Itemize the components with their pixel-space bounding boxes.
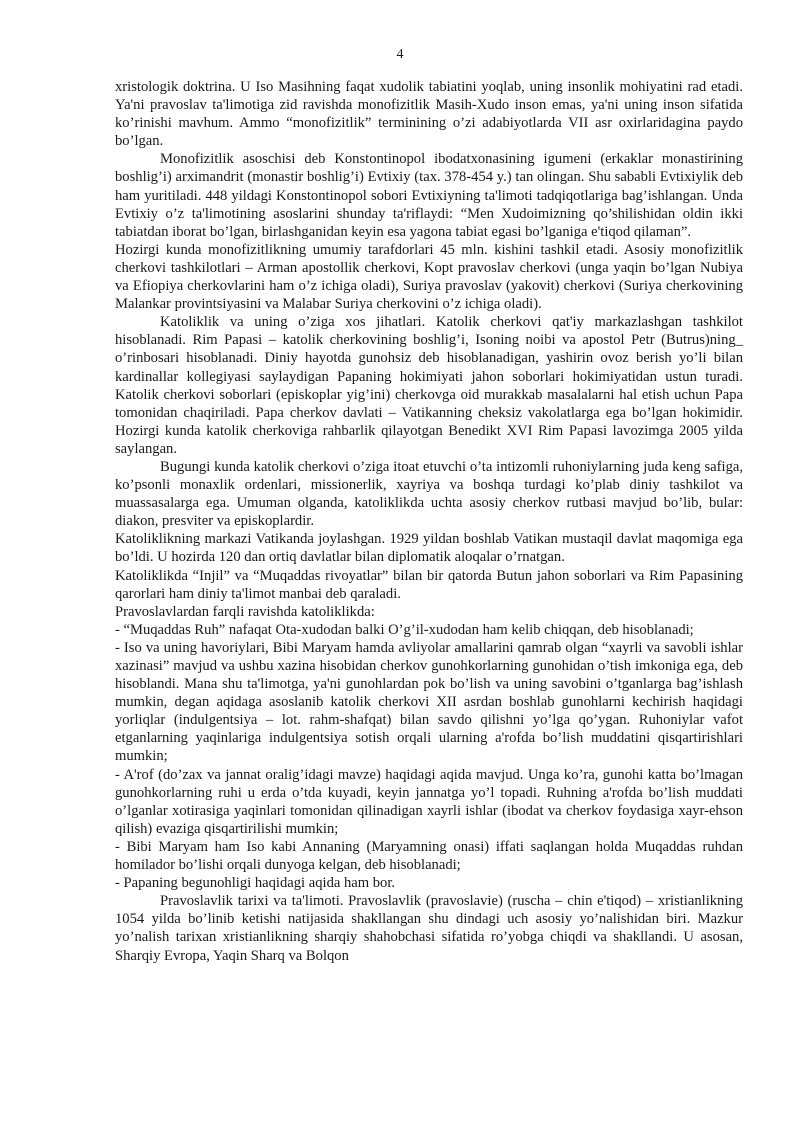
paragraph: Bugungi kunda katolik cherkovi o’ziga itoat etuvchi o’ta intizomli ruhoniylarning juda keng safiga, ko’psonli monaxlik ordenlari, missionerlik, xayriya va boshqa turdagi ko’plab diniy tashkilot va muassasalarga ega. Umuman olganda, katoliklikda uchta asosiy cherkov rutbasi mavjud bo’lib, bular: diakon, presviter va episkoplardir. [115,458,743,530]
document-body [115,78,743,965]
list-item: - A'rof (do’zax va jannat oralig’idagi mavze) haqidagi aqida mavjud. Unga ko’ra, gunohi katta bo’lmagan gunohkorlarning ruhi u erda o’tda kuyadi, keyin jannatga yo’l topadi. Ruhning a'rofda bo’lish muddati o’lganlar xotirasiga yaqinlari tomonidan qilinadigan xayrli ishlar (ibodat va cherkov foydasiga xayr-ehson qilish) evaziga qisqartirilishi mumkin; [115,766,743,837]
paragraph: Pravoslavlardan farqli ravishda katoliklikda: [115,603,375,620]
paragraph: Katoliklik va uning o’ziga xos jihatlari. Katolik cherkovi qat'iy markazlashgan tashkilot hisoblanadi. Rim Papasi – katolik cherkovining boshlig’i, Isoning noibi va apostol Petr (Butrus)ning_ o’rinbosari hisoblanadi. Diniy hayotda gunohsiz deb hisoblanadigan, yashirin ovoz berish yo’li bilan kardinallar kollegiyasi saylaydigan Papaning hokimiyati jahon soborlari hokimiyatidan ustun turadi. Katolik cherkovi soborlari (episkoplar yig’ini) cherkovga oid murakkab masalalarni hal etish uchun Papa tomonidan chaqiriladi. Papa cherkov davlati – Vatikanning cheksiz vakolatlarga ega bo’lgan hokimidir. Hozirgi kunda katolik cherkoviga rahbarlik qilayotgan Benedikt XVI Rim Papasi lavozimga 2005 yilda saylangan. [115,314,743,457]
list-item: - “Muqaddas Ruh” nafaqat Ota-xudodan balki O’g’il-xudodan ham kelib chiqqan, deb hisoblanadi; [115,621,694,638]
paragraph: Katoliklikda “Injil” va “Muqaddas rivoyatlar” bilan bir qatorda Butun jahon soborlari va Rim Papasining qarorlari ham diniy ta'limot manbai deb qaraladi. [115,567,743,602]
paragraph: Pravoslavlik tarixi va ta'limoti. Pravoslavlik (pravoslavie) (ruscha – chin e'tiqod) – xristianlikning 1054 yilda bo’linib ketishi natijasida shakllangan shu dindagi uch asosiy yo’nalishidan biri. Mazkur yo’nalish tarixan xristianlikning sharqiy shahobchasi sifatida ro’yobga chiqdi va shakllandi. U asosan, Sharqiy Evropa, Yaqin Sharq va Bolqon [115,893,743,964]
list-item: - Iso va uning havoriylari, Bibi Maryam hamda avliyolar amallarini qamrab olgan “xayrli va savobli ishlar xazinasi” mavjud va ushbu xazina hisobidan cherkov gunohkorlarning gunohidan o’tish imkoniga ega, deb hisoblandi. Mana shu ta'limotga, ya'ni gunohlardan pok bo’lish va uning savobini o’tganlarga bag’ishlash mumkin, degan aqidaga asoslanib katolik cherkovi XII asrdan boshlab gunohlarni kechirish haqidagi yorliqlar (indulgentsiya – lot. rahm-shafqat) bilan savdo qilishni yo’lga qo’ygan. Ruhoniylar vafot etganlarning yaqinlariga indulgentsiya sotish orqali ularning a'rofda bo’lish muddatini qisqartirishlari mumkin; [115,639,743,765]
list-item: - Bibi Maryam ham Iso kabi Annaning (Maryamning onasi) iffati saqlangan holda Muqaddas ruhdan homilador bo’lishi orqali dunyoga kelgan, deb hisoblanadi; [115,838,743,874]
paragraph: xristologik doktrina. U Iso Masihning faqat xudolik tabiatini yoqlab, uning insonlik mohiyatini rad etadi. Ya'ni pravoslav ta'limotiga zid ravishda monofizitlik Masih-Xudo inson emas, ya'ni uning inson sifatida ko’rinishi mavhum. Ammo “monofizitlik” terminining o’zi adabiyotlarda VII asr oxirlaridagina paydo bo’lgan. [115,79,743,150]
list-item: - Papaning begunohligi haqidagi aqida ham bor. [115,875,396,892]
page-number: 4 [396,47,404,62]
paragraph: Hozirgi kunda monofizitlikning umumiy tarafdorlari 45 mln. kishini tashkil etadi. Asosiy monofizitlik cherkovi tashkilotlari – Arman apostollik cherkovi, Kopt pravoslav cherkovi (unga yaqin bo’lgan Nubiya va Efiopiya cherkovlarini ham o’z ichiga oladi), Suriya pravoslav (yakovit) cherkovi (Suriya cherkovining Malankar provintsiyasini va Malabar Suriya cherkovini o’z ichiga oladi). [115,241,743,313]
paragraph: Monofizitlik asoschisi deb Konstontinopol ibodatxonasining igumeni (erkaklar monastirining boshlig’i) arximandrit (monastir boshlig’i) Evtixiy (tax. 378-454 y.) tan olingan. Shu sababli Evtixiylik deb ham yuritiladi. 448 yildagi Konstontinopol sobori Evtixiyning ta'limoti tadqiqotlariga bag’ishlangan. Unda Evtixiy o’z ta'limotining asoslarini shunday ta'riflaydi: “Men Xudoimizning qo’shilishidan oldin ikki tabiatdan iborat bo’lgan, birlashganidan keyin esa yagona tabiat egasi bo’lganiga e'tiqod qilaman”. [115,151,743,240]
paragraph: Katoliklikning markazi Vatikanda joylashgan. 1929 yildan boshlab Vatikan mustaqil davlat maqomiga ega bo’ldi. U hozirda 120 dan ortiq davlatlar bilan diplomatik aloqalar o’rnatgan. [115,531,743,566]
